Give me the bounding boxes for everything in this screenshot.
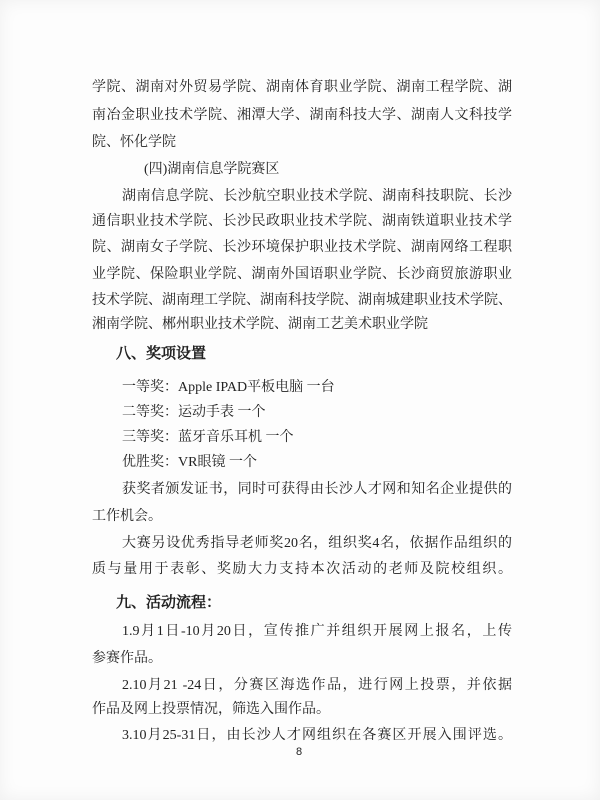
text-line: 2.10月21 -24日，分赛区海选作品，进行网上投票，并依据 bbox=[122, 678, 512, 693]
section-heading: 九、活动流程： bbox=[116, 595, 222, 611]
text-line: 获奖者颁发证书，同时可获得由长沙人才网和知名企业提供的 bbox=[122, 482, 512, 497]
text-line: 大赛另设优秀指导老师奖20名，组织奖4名，依据作品组织的 bbox=[122, 536, 512, 551]
text-line: 二等奖：运动手表 一个 bbox=[122, 405, 266, 420]
text-line: 通信职业技术学院、长沙民政职业技术学院、湖南铁道职业技术学 bbox=[92, 214, 512, 229]
text-line: 院、怀化学院 bbox=[92, 135, 176, 150]
text-line: 作品及网上投票情况，筛选入围作品。 bbox=[92, 702, 330, 717]
text-line: 3.10月25-31日，由长沙人才网组织在各赛区开展入围评选。 bbox=[122, 728, 512, 743]
text-line: 学院、湖南对外贸易学院、湖南体育职业学院、湖南工程学院、湖 bbox=[92, 80, 512, 95]
section-heading: 八、奖项设置 bbox=[116, 346, 207, 362]
text-line: 工作机会。 bbox=[92, 509, 162, 524]
text-line: 参赛作品。 bbox=[92, 651, 162, 666]
text-line: 业学院、保险职业学院、湖南外国语职业学院、长沙商贸旅游职业 bbox=[92, 267, 512, 282]
text-line: 1.9月1日-10月20日，宣传推广并组织开展网上报名，上传 bbox=[122, 624, 512, 639]
page-number: 8 bbox=[296, 746, 303, 758]
text-line: 质与量用于表彰、奖励大力支持本次活动的老师及院校组织。 bbox=[92, 562, 512, 577]
text-line: 湖南信息学院、长沙航空职业技术学院、湖南科技职院、长沙 bbox=[122, 189, 512, 204]
text-line: 南冶金职业技术学院、湘潭大学、湖南科技大学、湖南人文科技学 bbox=[92, 108, 512, 123]
text-line: 湘南学院、郴州职业技术学院、湖南工艺美术职业学院 bbox=[92, 317, 428, 332]
text-line: 技术学院、湖南理工学院、湖南科技学院、湖南城建职业技术学院、 bbox=[92, 293, 512, 308]
text-line: 优胜奖：VR眼镜 一个 bbox=[122, 455, 257, 470]
text-line: 一等奖：Apple IPAD平板电脑 一台 bbox=[122, 380, 335, 395]
subsection-heading: (四)湖南信息学院赛区 bbox=[144, 162, 280, 177]
text-line: 三等奖：蓝牙音乐耳机 一个 bbox=[122, 430, 294, 445]
text-line: 院、湖南女子学院、长沙环境保护职业技术学院、湖南网络工程职 bbox=[92, 240, 512, 255]
